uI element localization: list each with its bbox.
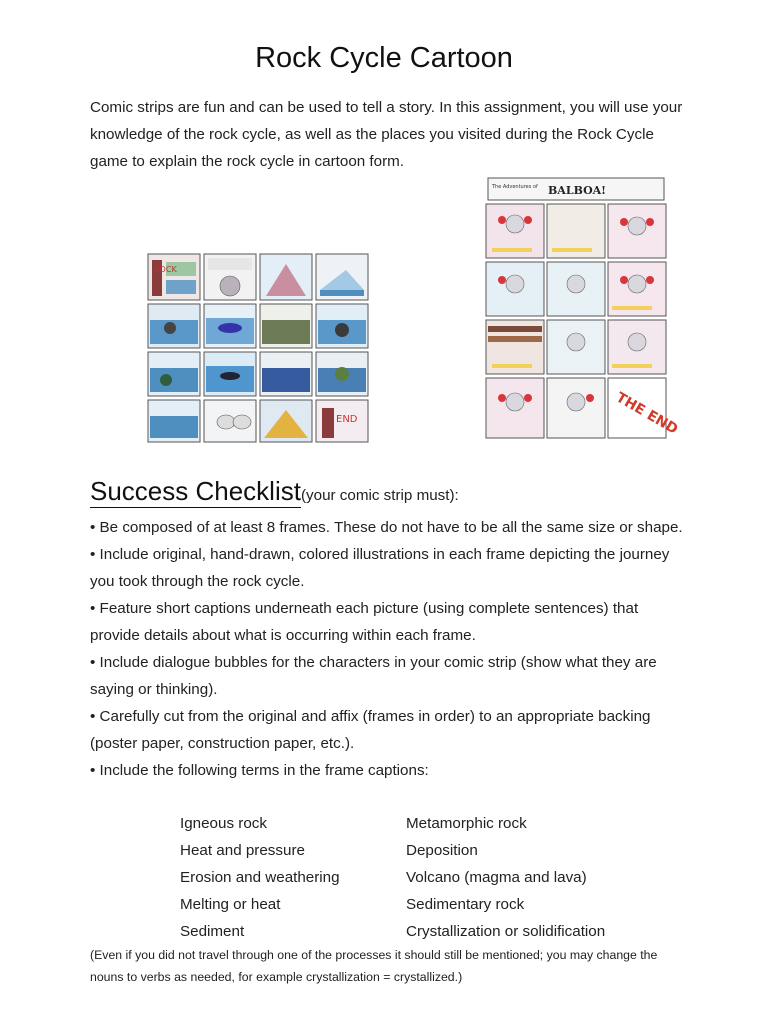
term: Sediment <box>180 923 245 940</box>
term: Igneous rock <box>180 815 267 832</box>
term: Deposition <box>406 842 478 859</box>
terms-list <box>180 810 680 945</box>
checklist-item: • Include original, hand-drawn, colored illustrations in each frame depicting the journey you took through the rock cycle. <box>90 546 670 590</box>
checklist-subtitle: (your comic strip must): <box>300 487 459 504</box>
term: Metamorphic rock <box>406 815 527 832</box>
rock-comic-example-image <box>146 250 372 444</box>
checklist-item: • Include the following terms in the frame captions: <box>90 762 429 779</box>
svg-text:ROCK: ROCK <box>154 265 177 274</box>
term: Heat and pressure <box>180 842 305 859</box>
checklist-title: Success Checklist <box>90 476 301 506</box>
term: Crystallization or solidification <box>406 923 606 940</box>
svg-text:END: END <box>336 414 358 425</box>
page-title: Rock Cycle Cartoon <box>255 42 513 74</box>
term: Erosion and weathering <box>180 869 340 886</box>
terms-note: (Even if you did not travel through one of the processes it should still be mentioned; you may change the nouns to verbs as needed, for example crystallization = crystallized.) <box>90 948 658 984</box>
svg-text:THE END: THE END <box>613 389 681 438</box>
term: Melting or heat <box>180 896 281 913</box>
svg-text:BALBOA!: BALBOA! <box>548 184 607 197</box>
terms-row <box>180 837 680 864</box>
balboa-comic-example-image <box>482 176 681 442</box>
checklist-items <box>90 514 690 784</box>
term: Sedimentary rock <box>406 896 525 913</box>
terms-row <box>180 810 680 837</box>
checklist-item: • Be composed of at least 8 frames. These do not have to be all the same size or shape. <box>90 519 683 536</box>
terms-row <box>180 918 680 945</box>
success-checklist-heading <box>90 476 459 507</box>
terms-row <box>180 891 680 918</box>
terms-row <box>180 864 680 891</box>
checklist-item: • Include dialogue bubbles for the characters in your comic strip (show what they are saying or thinking). <box>90 654 657 698</box>
svg-text:The Adventures of: The Adventures of <box>492 184 538 190</box>
checklist-item: • Feature short captions underneath each picture (using complete sentences) that provide details about what is occurring within each frame. <box>90 600 639 644</box>
term: Volcano (magma and lava) <box>406 869 587 886</box>
checklist-item: • Carefully cut from the original and affix (frames in order) to an appropriate backing (poster paper, construction paper, etc.). <box>90 708 651 752</box>
intro-paragraph: Comic strips are fun and can be used to tell a story. In this assignment, you will use your knowledge of the rock cycle, as well as the places you visited during the Rock Cycle game to explain the rock cycle in cartoon form. <box>90 99 683 170</box>
